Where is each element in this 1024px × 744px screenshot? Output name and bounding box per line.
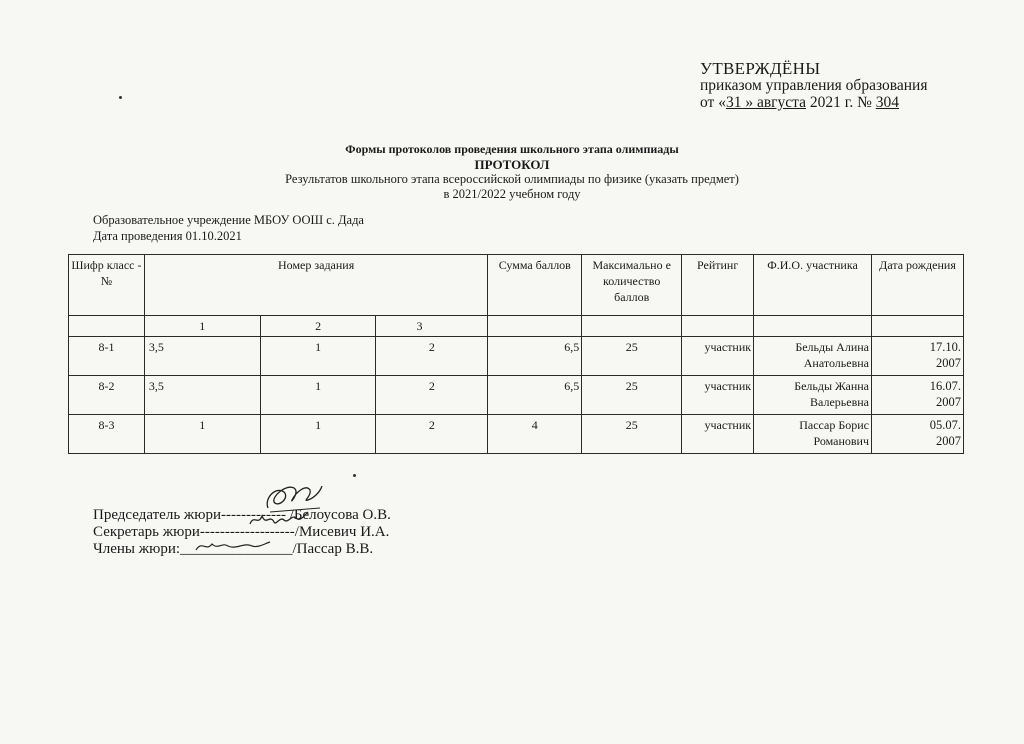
table-row <box>69 415 964 454</box>
date-line: Дата проведения 01.10.2021 <box>93 229 242 243</box>
cell-sum: 4 <box>488 415 582 454</box>
cell-task-3: 2 <box>376 337 488 376</box>
header-code: Шифр класс -№ <box>69 255 145 316</box>
scan-speck <box>119 96 122 99</box>
name-line: Пассар Борис <box>799 418 869 432</box>
name-line: Романович <box>813 434 869 448</box>
cell-max: 25 <box>582 376 682 415</box>
cell-task-1: 3,5 <box>144 376 260 415</box>
table-cell <box>488 316 582 337</box>
approval-order: приказом управления образования <box>700 77 928 94</box>
header-task-number: Номер задания <box>144 255 487 316</box>
protocol-title: ПРОТОКОЛ <box>474 157 550 172</box>
cell-task-2: 1 <box>260 376 376 415</box>
table-row <box>69 337 964 376</box>
dob-line: 16.07. <box>929 379 961 393</box>
academic-year: в 2021/2022 учебном году <box>443 187 581 201</box>
cell-code: 8-1 <box>69 337 145 376</box>
approval-block <box>700 60 927 111</box>
table-cell <box>754 316 872 337</box>
institution-line: Образовательное учреждение МБОУ ООШ с. Дада <box>93 213 364 227</box>
dob-line: 2007 <box>936 395 961 409</box>
approval-title: УТВЕРЖДЁНЫ <box>700 59 821 78</box>
table-header-row <box>69 255 964 316</box>
secretary-signature <box>246 508 310 530</box>
cell-name <box>754 415 872 454</box>
cell-task-2: 1 <box>260 415 376 454</box>
document-heading <box>0 142 1024 202</box>
table-row <box>69 376 964 415</box>
approval-year: 2021 г. № <box>805 94 876 111</box>
task-number-row <box>69 316 964 337</box>
cell-task-1: 1 <box>144 415 260 454</box>
cell-task-3: 2 <box>376 415 488 454</box>
header-sum: Сумма баллов <box>488 255 582 316</box>
cell-rating: участник <box>682 415 754 454</box>
scan-speck <box>353 474 356 477</box>
name-line: Бельды Алина <box>795 340 869 354</box>
cell-max: 25 <box>582 415 682 454</box>
header-dob: Дата рождения <box>872 255 964 316</box>
cell-name <box>754 376 872 415</box>
table-cell <box>682 316 754 337</box>
name-line: Анатольевна <box>803 356 869 370</box>
chair-line: Председатель жюри------------- /Белоусова О.В. <box>93 507 391 523</box>
cell-dob <box>872 376 964 415</box>
cell-code: 8-2 <box>69 376 145 415</box>
cell-dob <box>872 337 964 376</box>
approval-number: 304 <box>875 94 900 111</box>
task-number: 1 <box>144 316 260 337</box>
secretary-line: Секретарь жюри-------------------/Мисевич И.А. <box>93 524 390 540</box>
header-name: Ф.И.О. участника <box>754 255 872 316</box>
table-cell <box>69 316 145 337</box>
forms-title: Формы протоколов проведения школьного этапа олимпиады <box>345 142 679 156</box>
dob-line: 05.07. <box>929 418 961 432</box>
approval-date-prefix: от « <box>700 94 726 111</box>
approval-mid: » <box>741 94 757 111</box>
dob-line: 2007 <box>936 434 961 448</box>
header-max: Максимально е количество баллов <box>582 255 682 316</box>
cell-code: 8-3 <box>69 415 145 454</box>
cell-task-3: 2 <box>376 376 488 415</box>
table-cell <box>582 316 682 337</box>
cell-rating: участник <box>682 337 754 376</box>
cell-task-1: 3,5 <box>144 337 260 376</box>
approval-month: августа <box>756 94 806 111</box>
cell-name <box>754 337 872 376</box>
dob-line: 2007 <box>936 356 961 370</box>
name-line: Валерьевна <box>810 395 869 409</box>
cell-max: 25 <box>582 337 682 376</box>
header-rating: Рейтинг <box>682 255 754 316</box>
dob-line: 17.10. <box>929 340 961 354</box>
results-table <box>68 254 964 454</box>
task-number: 3 <box>376 316 488 337</box>
members-line: Члены жюри:_______________/Пассар В.В. <box>93 541 374 557</box>
table-cell <box>872 316 964 337</box>
approval-date-line <box>700 94 927 111</box>
cell-sum: 6,5 <box>488 337 582 376</box>
results-subtitle: Результатов школьного этапа всероссийской олимпиады по физике (указать предмет) <box>285 172 739 186</box>
cell-dob <box>872 415 964 454</box>
task-number: 2 <box>260 316 376 337</box>
member-signature <box>192 538 272 556</box>
name-line: Бельды Жанна <box>794 379 869 393</box>
protocol-meta <box>93 212 364 244</box>
cell-rating: участник <box>682 376 754 415</box>
cell-sum: 6,5 <box>488 376 582 415</box>
approval-day: 31 <box>725 94 742 111</box>
cell-task-2: 1 <box>260 337 376 376</box>
